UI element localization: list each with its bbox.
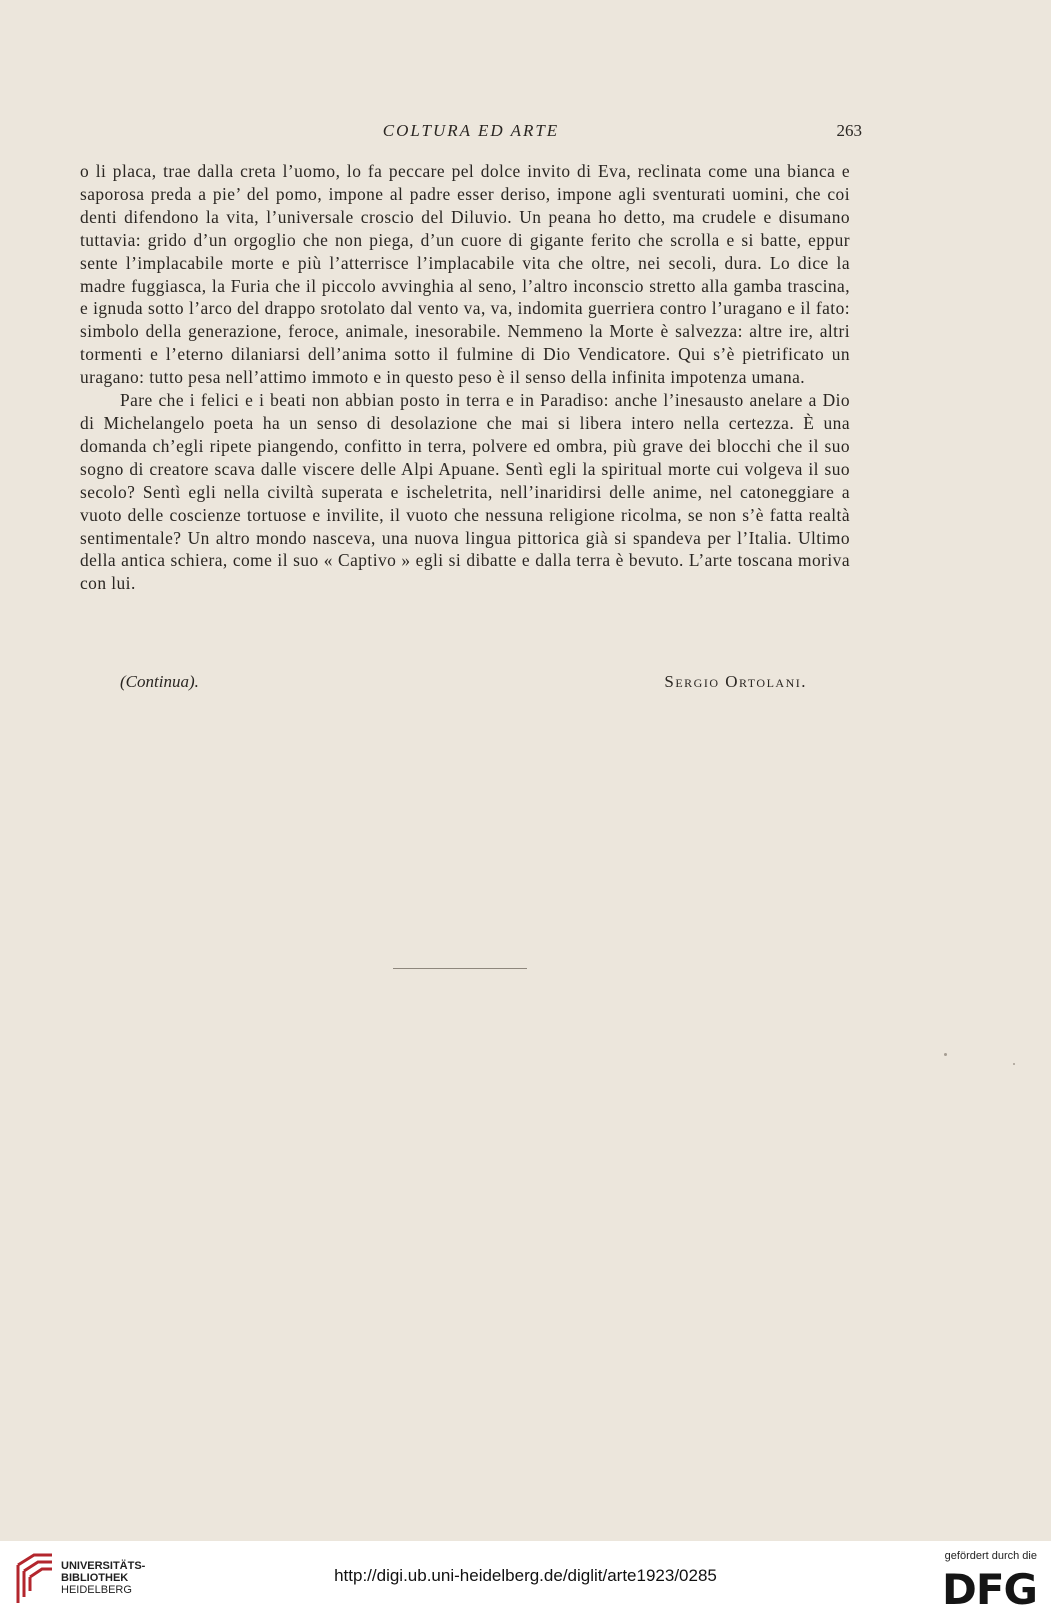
page-number: 263 xyxy=(836,121,862,140)
article-body xyxy=(80,160,850,595)
running-head xyxy=(80,121,862,145)
dfg-logo: DFG xyxy=(941,1565,1037,1614)
library-name-line: UNIVERSITÄTS- xyxy=(61,1560,146,1572)
digitization-footer xyxy=(0,1541,1051,1617)
paper-speck xyxy=(944,1053,947,1056)
continued-note: (Continua). xyxy=(120,672,199,691)
library-name-line: BIBLIOTHEK xyxy=(61,1572,129,1584)
author-name: Sergio Ortolani. xyxy=(664,672,807,691)
section-rule xyxy=(393,968,527,969)
paper-speck xyxy=(1013,1063,1015,1065)
signature-row xyxy=(80,672,850,696)
funding-caption: gefördert durch die xyxy=(944,1550,1037,1562)
source-url[interactable]: http://digi.ub.uni-heidelberg.de/diglit/arte1923/0285 xyxy=(334,1566,717,1585)
paragraph: Pare che i felici e i beati non abbian posto in terra e in Paradiso: anche l’inesausto anelare a Dio di Michelangelo poeta ha un senso di desolazione che mai si libera intero nella certezza. È una domanda ch’egli ripete piangendo, confitto in terra, polvere ed ombra, più grave dei blocchi che il suo sogno di creatore scava dalle viscere delle Alpi Apuane. Sentì egli la spiritual morte cui volgeva il suo secolo? Sentì egli nella civiltà superata e ischeletrita, nell’inaridirsi delle anime, nel catoneggiare a vuoto delle coscienze tortuose e invilite, il vuoto che nessuna religione ricolma, se non s’è fatta realtà sentimentale? Un altro mondo nasceva, una nuova lingua pittorica già si spandeva per l’Italia. Ultimo della antica schiera, come il suo « Captivo » egli si dibatte e dalla terra è bevuto. L’arte toscana moriva con lui. xyxy=(80,390,850,594)
library-name-line: HEIDELBERG xyxy=(61,1584,132,1596)
running-title: COLTURA ED ARTE xyxy=(382,121,560,140)
paragraph: o li placa, trae dalla creta l’uomo, lo fa peccare pel dolce invito di Eva, reclinata come una bianca e saporosa preda a pie’ del pomo, impone al padre esser deriso, impone agli sventurati uomini, che coi denti difendono la vita, l’universale croscio del Diluvio. Un peana ho detto, ma crudele e disumano tuttavia: grido d’un orgoglio che non piega, d’un cuore di gigante ferito che scrolla e si batte, eppur sente l’implacabile morte e più l’atterrisce l’implacabile vita che oltre, nei secoli, dura. Lo dice la madre fuggiasca, la Furia che il piccolo avvinghia al seno, l’altro inconscio stretto alla gamba trascina, e ignuda sotto l’arco del drappo srotolato dal vento va, va, indomita guerriera contro l’uragano e il fato: simbolo della generazione, feroce, animale, inesorabile. Nemmeno la Morte è salvezza: altre ire, altri tormenti e l’eterno dilaniarsi dell’anima sotto il fulmine di Dio Vendicatore. Qui s’è pietrificato un uragano: tutto pesa nell’attimo immoto e in questo peso è il senso della infinita impotenza umana. xyxy=(80,161,850,388)
